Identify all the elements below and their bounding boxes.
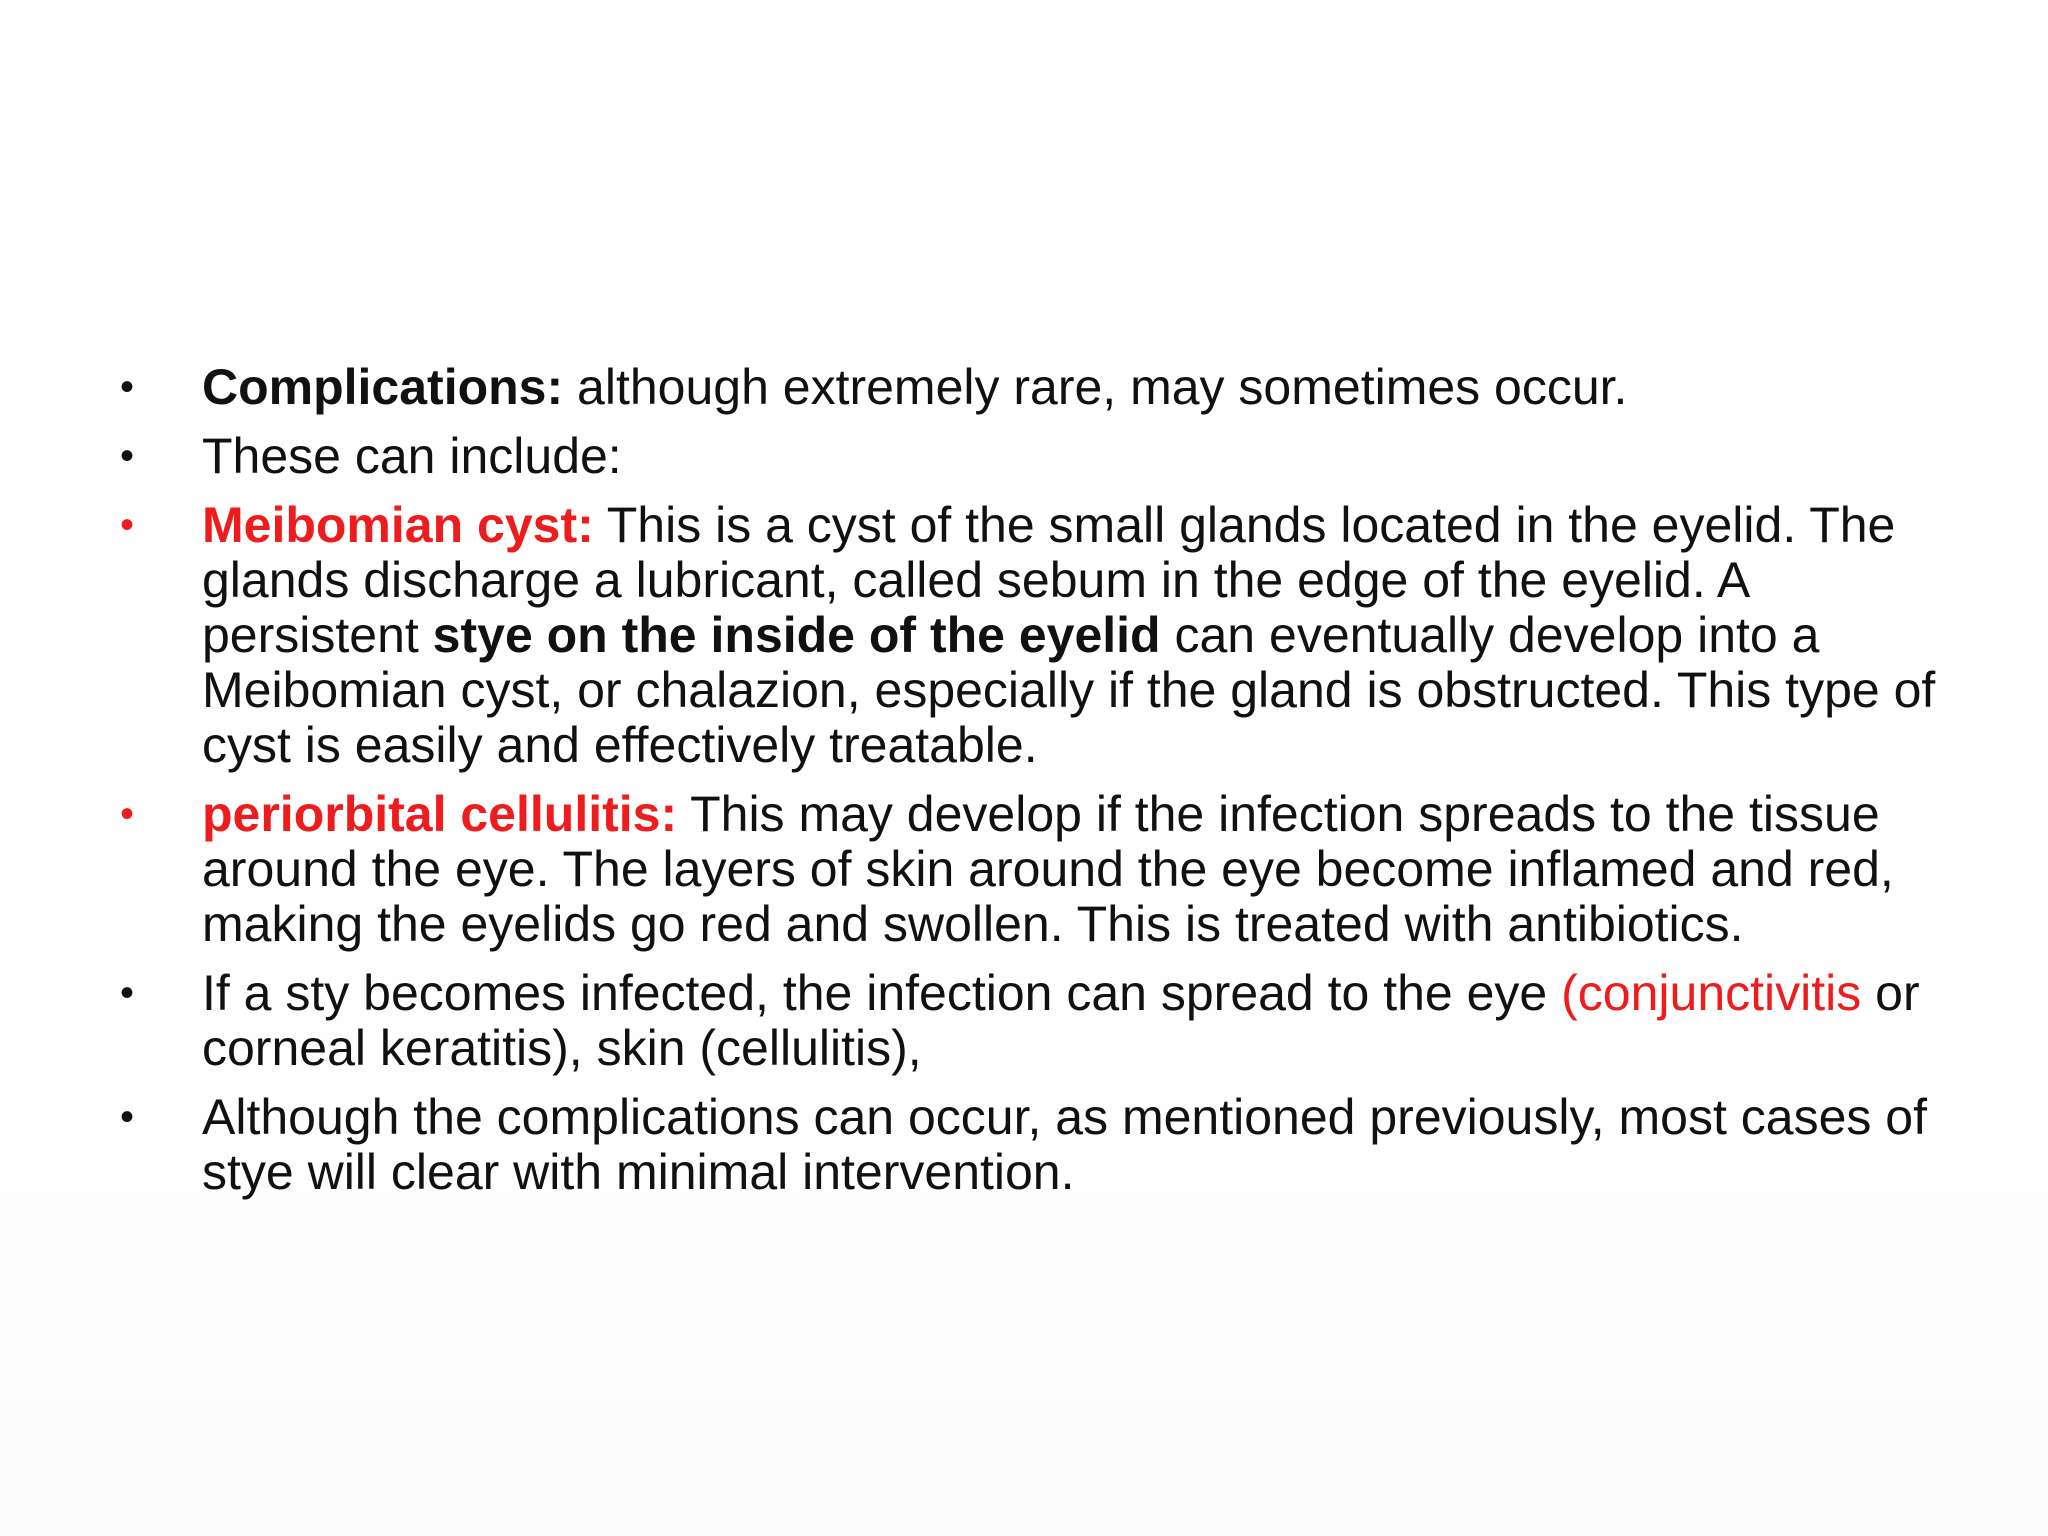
complications-text: although extremely rare, may sometimes occur.: [563, 359, 1628, 415]
meibomian-cyst-bold-phrase: stye on the inside of the eyelid: [432, 607, 1161, 663]
complications-term: Complications:: [202, 359, 564, 415]
bullet-item-meibomian-cyst: [120, 498, 1950, 773]
bullet-dot-icon: •: [120, 365, 135, 409]
include-text: These can include:: [202, 428, 622, 484]
bullet-dot-red-icon: •: [120, 792, 135, 836]
bullet-item-complications: [120, 360, 1950, 415]
bullet-item-periorbital-cellulitis: [120, 787, 1950, 952]
bullet-dot-icon: •: [120, 1095, 135, 1139]
meibomian-cyst-text-b: can eventually develop into a Meibomian cyst, or chalazion, especially if the gland is obstructed. This type of cyst is easily and effectively treatable.: [202, 607, 1936, 773]
conjunctivitis-red-phrase: (conjunctivitis: [1561, 965, 1862, 1021]
meibomian-cyst-term: Meibomian cyst:: [202, 497, 594, 553]
bullet-dot-icon: •: [120, 434, 135, 478]
bullet-item-minimal-intervention: [120, 1090, 1950, 1200]
sty-infected-text-b: or corneal keratitis), skin (cellulitis),: [202, 965, 1920, 1076]
bullet-list: [120, 360, 1950, 1214]
bullet-item-sty-infected: [120, 966, 1950, 1076]
minimal-intervention-text: Although the complications can occur, as mentioned previously, most cases of stye will clear with minimal intervention.: [202, 1089, 1927, 1200]
bullet-dot-red-icon: •: [120, 503, 135, 547]
sty-infected-text-a: If a sty becomes infected, the infection can spread to the eye: [202, 965, 1562, 1021]
periorbital-cellulitis-text: This may develop if the infection spreads to the tissue around the eye. The layers of skin around the eye become inflamed and red, making the eyelids go red and swollen. This is treated with antibiotics.: [202, 786, 1894, 952]
meibomian-cyst-text-a: This is a cyst of the small glands located in the eyelid. The glands discharge a lubricant, called sebum in the edge of the eyelid. A persistent: [202, 497, 1896, 663]
periorbital-cellulitis-term: periorbital cellulitis:: [202, 786, 678, 842]
bullet-dot-icon: •: [120, 971, 135, 1015]
bullet-item-include: [120, 429, 1950, 484]
